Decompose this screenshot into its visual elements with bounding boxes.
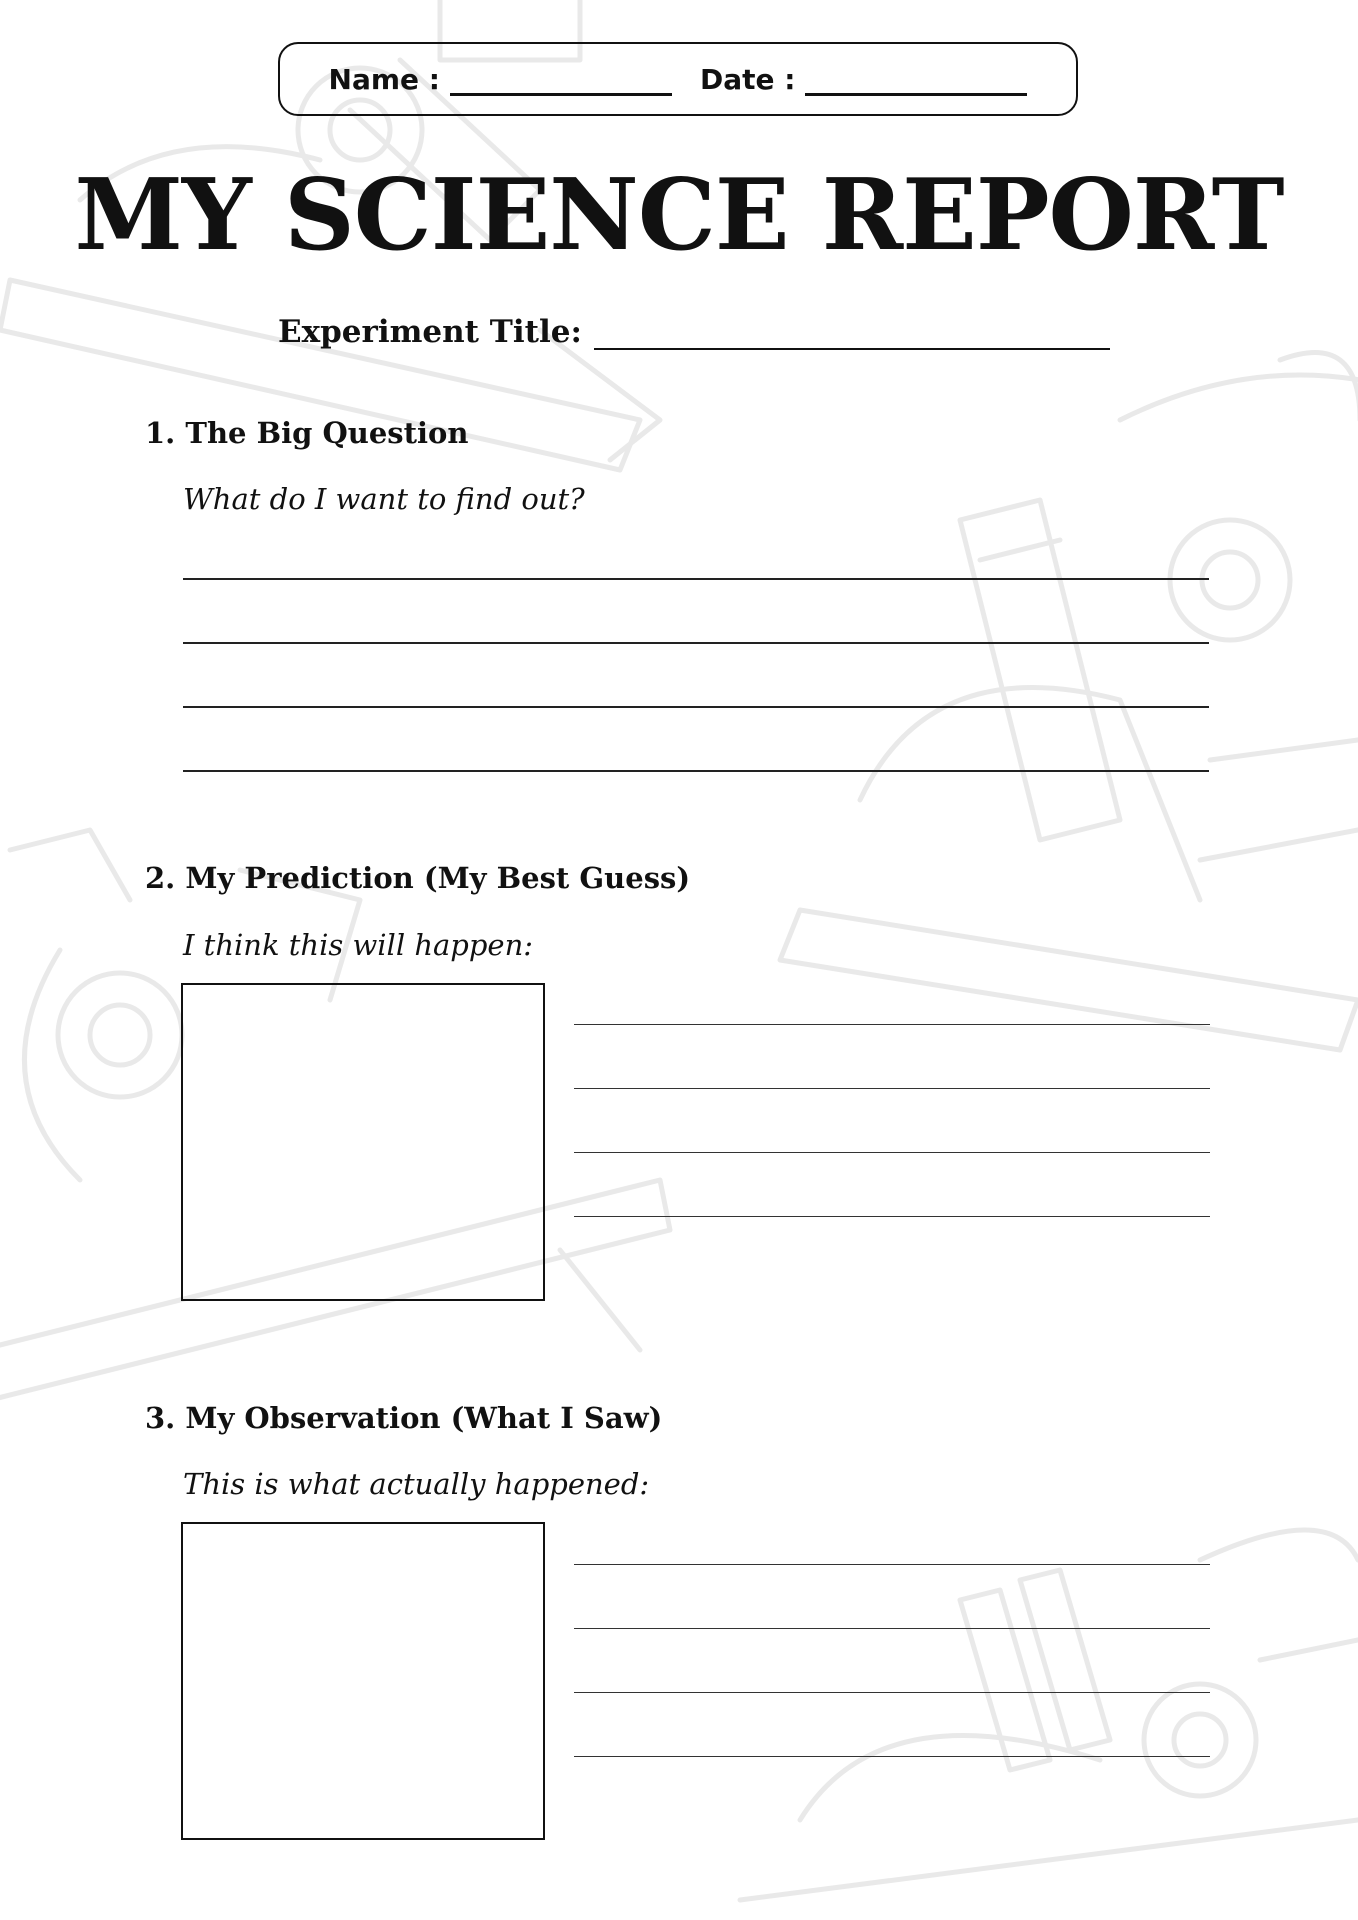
answer-line[interactable] bbox=[574, 1692, 1210, 1693]
date-label: Date : bbox=[699, 62, 796, 96]
answer-line[interactable] bbox=[574, 1088, 1210, 1089]
answer-line[interactable] bbox=[574, 1216, 1210, 1217]
name-date-box bbox=[278, 42, 1078, 116]
answer-line[interactable] bbox=[183, 578, 1209, 580]
page-title: MY SCIENCE REPORT bbox=[74, 158, 1284, 273]
answer-line[interactable] bbox=[183, 770, 1209, 772]
section-2-prompt: I think this will happen: bbox=[183, 928, 534, 962]
answer-line[interactable] bbox=[574, 1024, 1210, 1025]
section-1-prompt: What do I want to find out? bbox=[183, 482, 585, 516]
experiment-title-blank[interactable] bbox=[594, 322, 1110, 350]
answer-line[interactable] bbox=[574, 1152, 1210, 1153]
date-blank[interactable] bbox=[805, 71, 1027, 96]
name-blank[interactable] bbox=[450, 71, 672, 96]
name-label: Name : bbox=[328, 62, 440, 96]
answer-line[interactable] bbox=[574, 1564, 1210, 1565]
answer-line[interactable] bbox=[183, 642, 1209, 644]
prediction-drawing-box[interactable] bbox=[181, 983, 545, 1301]
experiment-title-field[interactable] bbox=[278, 314, 1110, 350]
answer-line[interactable] bbox=[574, 1756, 1210, 1757]
date-field[interactable] bbox=[700, 63, 1027, 96]
answer-line[interactable] bbox=[183, 706, 1209, 708]
name-field[interactable] bbox=[329, 63, 672, 96]
answer-line[interactable] bbox=[574, 1628, 1210, 1629]
observation-drawing-box[interactable] bbox=[181, 1522, 545, 1840]
section-2-heading: 2. My Prediction (My Best Guess) bbox=[145, 861, 691, 895]
section-3-prompt: This is what actually happened: bbox=[183, 1467, 650, 1501]
experiment-title-label: Experiment Title: bbox=[278, 314, 582, 350]
section-1-heading: 1. The Big Question bbox=[145, 416, 469, 450]
section-3-heading: 3. My Observation (What I Saw) bbox=[145, 1401, 663, 1435]
